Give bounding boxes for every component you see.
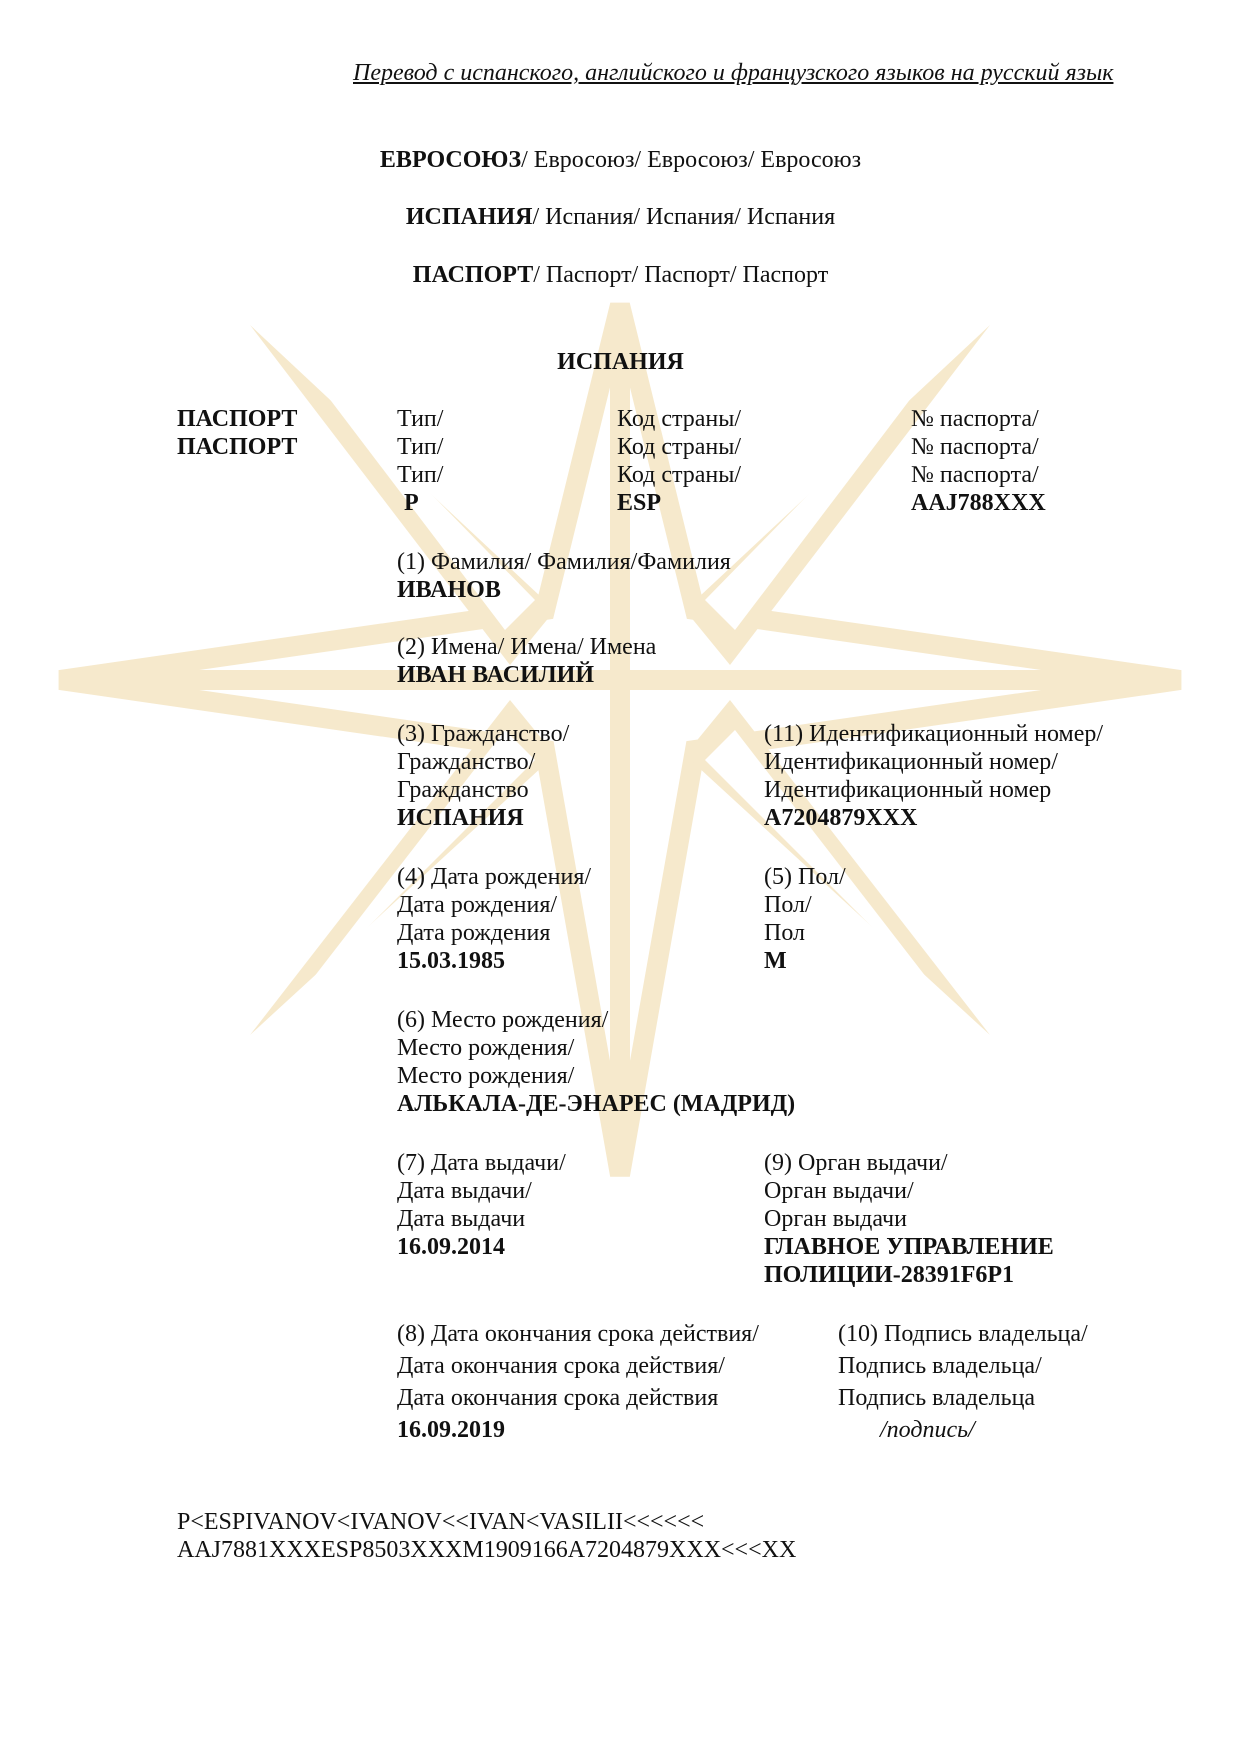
signature-value: /подпись/ bbox=[880, 1417, 975, 1443]
expiry-date-value: 16.09.2019 bbox=[397, 1417, 505, 1443]
type-value: P bbox=[404, 490, 419, 516]
union-rest: / Евросоюз/ Евросоюз/ Евросоюз bbox=[521, 147, 862, 173]
doc-country-heading: ИСПАНИЯ bbox=[557, 349, 684, 375]
sex-label-3: Пол bbox=[764, 920, 805, 946]
passport-rest: / Паспорт/ Паспорт/ Паспорт bbox=[533, 262, 829, 288]
birth-date-label-3: Дата рождения bbox=[397, 920, 551, 946]
birth-date-value: 15.03.1985 bbox=[397, 948, 505, 974]
birth-date-label-1: (4) Дата рождения/ bbox=[397, 864, 592, 890]
id-number-label-1: (11) Идентификационный номер/ bbox=[764, 721, 1104, 747]
country-code-label-3: Код страны/ bbox=[617, 462, 742, 488]
country-code-label-2: Код страны/ bbox=[617, 434, 742, 460]
title-european-union bbox=[0, 146, 1241, 174]
passport-number-label-1: № паспорта/ bbox=[911, 406, 1039, 432]
id-number-label-3: Идентификационный номер bbox=[764, 777, 1052, 803]
expiry-date-label-1: (8) Дата окончания срока действия/ bbox=[397, 1321, 759, 1347]
type-label-1: Тип/ bbox=[397, 406, 444, 432]
translation-note: Перевод с испанского, английского и французского языков на русский язык bbox=[353, 60, 1114, 86]
issue-date-label-3: Дата выдачи bbox=[397, 1206, 526, 1232]
expiry-date-label-2: Дата окончания срока действия/ bbox=[397, 1353, 725, 1379]
passport-label-1: ПАСПОРТ bbox=[177, 406, 298, 432]
passport-bold: ПАСПОРТ bbox=[412, 262, 534, 288]
signature-label-3: Подпись владельца bbox=[838, 1385, 1036, 1411]
nationality-label-3: Гражданство bbox=[397, 777, 529, 803]
issue-date-label-1: (7) Дата выдачи/ bbox=[397, 1150, 566, 1176]
issue-date-value: 16.09.2014 bbox=[397, 1234, 505, 1260]
birth-date-label-2: Дата рождения/ bbox=[397, 892, 558, 918]
birth-place-label-1: (6) Место рождения/ bbox=[397, 1007, 609, 1033]
type-label-3: Тип/ bbox=[397, 462, 444, 488]
signature-label-2: Подпись владельца/ bbox=[838, 1353, 1042, 1379]
type-label-2: Тип/ bbox=[397, 434, 444, 460]
surname-value: ИВАНОВ bbox=[397, 577, 501, 603]
issue-date-label-2: Дата выдачи/ bbox=[397, 1178, 532, 1204]
authority-label-3: Орган выдачи bbox=[764, 1206, 907, 1232]
birth-place-value: АЛЬКАЛА-ДЕ-ЭНАРЕС (МАДРИД) bbox=[397, 1091, 796, 1117]
title-country bbox=[0, 203, 1241, 231]
birth-place-label-2: Место рождения/ bbox=[397, 1035, 575, 1061]
authority-value-1: ГЛАВНОЕ УПРАВЛЕНИЕ bbox=[764, 1234, 1054, 1260]
title-passport bbox=[0, 261, 1241, 289]
passport-number-label-2: № паспорта/ bbox=[911, 434, 1039, 460]
surname-label: (1) Фамилия/ Фамилия/Фамилия bbox=[397, 549, 731, 575]
expiry-date-label-3: Дата окончания срока действия bbox=[397, 1385, 719, 1411]
authority-label-1: (9) Орган выдачи/ bbox=[764, 1150, 948, 1176]
sex-label-2: Пол/ bbox=[764, 892, 812, 918]
authority-value-2: ПОЛИЦИИ-28391F6P1 bbox=[764, 1262, 1015, 1288]
country-code-value: ESP bbox=[617, 490, 662, 516]
passport-number-value: AAJ788XXX bbox=[911, 490, 1046, 516]
passport-number-label-3: № паспорта/ bbox=[911, 462, 1039, 488]
country-code-label-1: Код страны/ bbox=[617, 406, 742, 432]
id-number-label-2: Идентификационный номер/ bbox=[764, 749, 1058, 775]
authority-label-2: Орган выдачи/ bbox=[764, 1178, 914, 1204]
nationality-label-2: Гражданство/ bbox=[397, 749, 536, 775]
passport-label-2: ПАСПОРТ bbox=[177, 434, 298, 460]
mrz-line-1: P<ESPIVANOV<IVANOV<<IVAN<VASILII<<<<<< bbox=[177, 1509, 705, 1535]
signature-label-1: (10) Подпись владельца/ bbox=[838, 1321, 1088, 1347]
mrz-line-2: AAJ7881XXXESP8503XXXM1909166A7204879XXX<<<XX bbox=[177, 1537, 797, 1563]
id-number-value: A7204879XXX bbox=[764, 805, 918, 831]
sex-label-1: (5) Пол/ bbox=[764, 864, 846, 890]
nationality-value: ИСПАНИЯ bbox=[397, 805, 524, 831]
country-rest: / Испания/ Испания/ Испания bbox=[532, 204, 836, 230]
nationality-label-1: (3) Гражданство/ bbox=[397, 721, 570, 747]
birth-place-label-3: Место рождения/ bbox=[397, 1063, 575, 1089]
given-names-label: (2) Имена/ Имена/ Имена bbox=[397, 634, 657, 660]
given-names-value: ИВАН ВАСИЛИЙ bbox=[397, 662, 595, 688]
sex-value: M bbox=[764, 948, 787, 974]
country-bold: ИСПАНИЯ bbox=[405, 204, 533, 230]
union-bold: ЕВРОСОЮЗ bbox=[379, 147, 522, 173]
